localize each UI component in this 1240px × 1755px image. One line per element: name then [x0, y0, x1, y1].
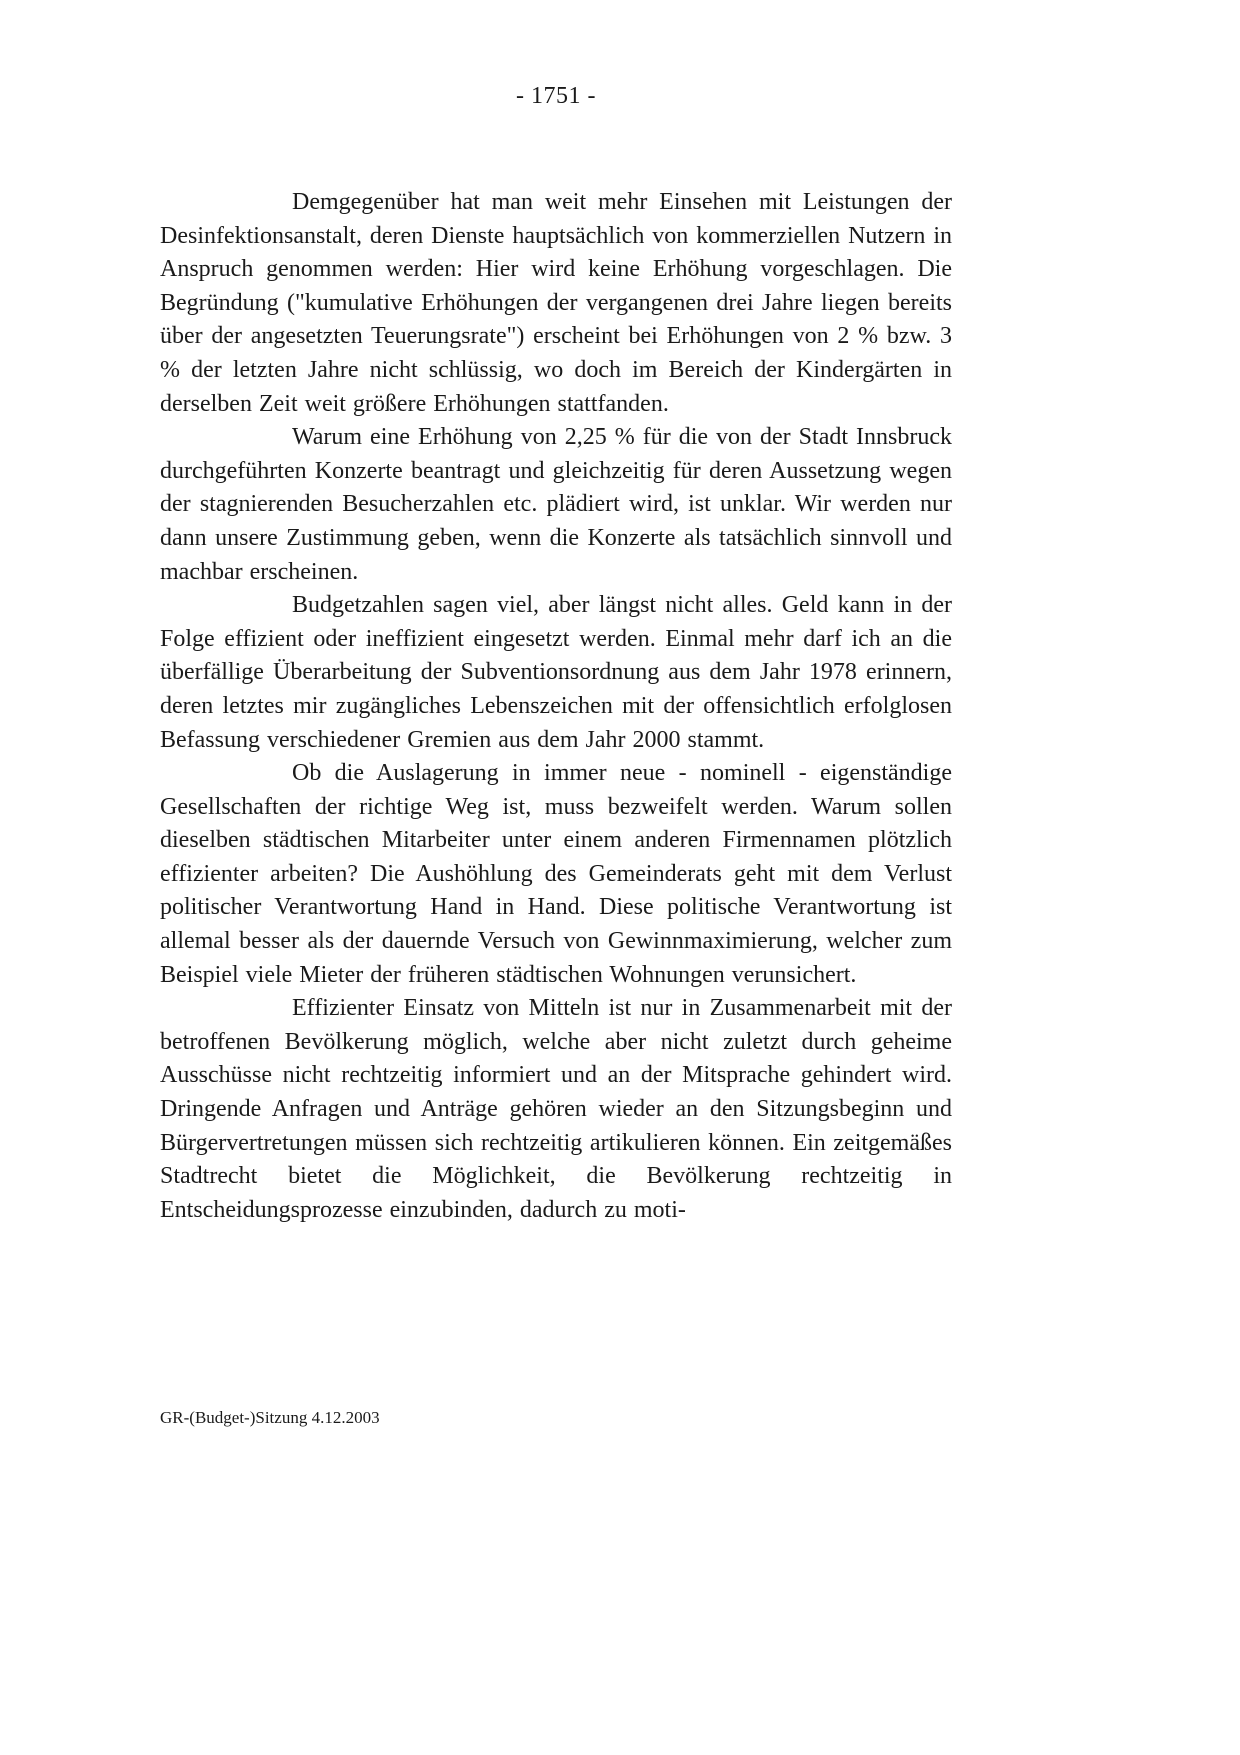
page-footer: GR-(Budget-)Sitzung 4.12.2003 — [160, 1408, 380, 1427]
paragraph-2: Warum eine Erhöhung von 2,25 % für die von der Stadt Innsbruck durchgeführten Konzerte beantragt und gleichzeitig für deren Aussetzung wegen der stagnierenden Besucherzahlen etc. plädiert wird, ist unklar. Wir werden nur dann unsere Zustimmung geben, wenn die Konzerte als tatsächlich sinnvoll und machbar erscheinen. — [160, 424, 952, 585]
paragraph-4: Ob die Auslagerung in immer neue - nominell - eigenständige Gesellschaften der richtige Weg ist, muss bezweifelt werden. Warum sollen dieselben städtischen Mitarbeiter unter einem anderen Firmennamen plötzlich effizienter arbeiten? Die Aushöhlung des Gemeinderats geht mit dem Verlust politischer Verantwortung Hand in Hand. Diese politische Verantwortung ist allemal besser als der dauernde Versuch von Gewinnmaximierung, welcher zum Beispiel viele Mieter der früheren städtischen Wohnungen verunsichert. — [160, 760, 952, 988]
page-number: - 1751 - — [516, 83, 596, 109]
document-body — [160, 186, 952, 1227]
paragraph-5: Effizienter Einsatz von Mitteln ist nur in Zusammenarbeit mit der betroffenen Bevölkerung möglich, welche aber nicht zuletzt durch geheime Ausschüsse nicht rechtzeitig informiert und an der Mitsprache gehindert wird. Dringende Anfragen und Anträge gehören wieder an den Sitzungsbeginn und Bürgervertretungen müssen sich rechtzeitig artikulieren können. Ein zeitgemäßes Stadtrecht bietet die Möglichkeit, die Bevölkerung rechtzeitig in Entscheidungsprozesse einzubinden, dadurch zu moti- — [160, 995, 952, 1223]
paragraph-3: Budgetzahlen sagen viel, aber längst nicht alles. Geld kann in der Folge effizient oder ineffizient eingesetzt werden. Einmal mehr darf ich an die überfällige Überarbeitung der Subventionsordnung aus dem Jahr 1978 erinnern, deren letztes mir zugängliches Lebenszeichen mit der offensichtlich erfolglosen Befassung verschiedener Gremien aus dem Jahr 2000 stammt. — [160, 592, 952, 753]
paragraph-1: Demgegenüber hat man weit mehr Einsehen mit Leistungen der Desinfektionsanstalt, deren Dienste hauptsächlich von kommerziellen Nutzern in Anspruch genommen werden: Hier wird keine Erhöhung vorgeschlagen. Die Begründung ("kumulative Erhöhungen der vergangenen drei Jahre liegen bereits über der angesetzten Teuerungsrate") erscheint bei Erhöhungen von 2 % bzw. 3 % der letzten Jahre nicht schlüssig, wo doch im Bereich der Kindergärten in derselben Zeit weit größere Erhöhungen stattfanden. — [160, 189, 952, 417]
